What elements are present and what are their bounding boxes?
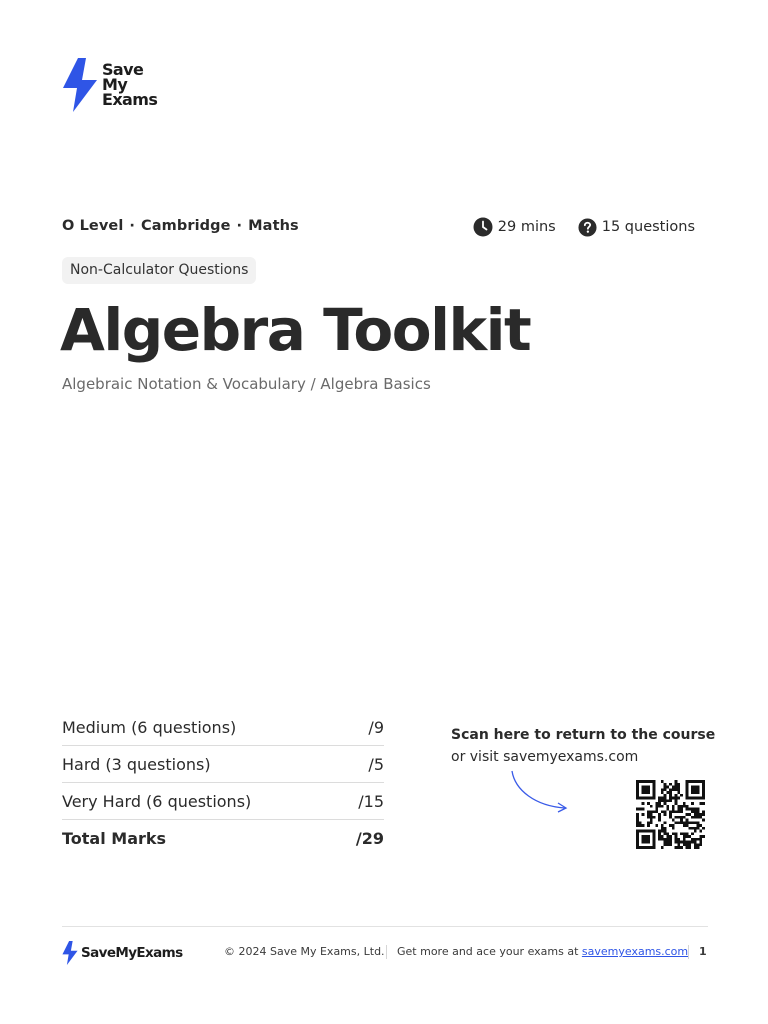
clock-icon [473,217,493,237]
level-label: O Level [62,218,124,234]
marks-row-value: /5 [368,754,384,774]
marks-row [62,746,384,783]
duration-stat [473,217,556,237]
separator-dot: · [129,218,136,234]
marks-row [62,709,384,746]
footer-separator [688,945,689,959]
topic-path: Algebraic Notation & Vocabulary / Algebra Basics [62,375,431,393]
footer-cta-text: Get more and ace your exams at [397,945,579,958]
scan-visit-text: or visit savemyexams.com [451,749,639,765]
marks-table [62,709,384,856]
duration-text: 29 mins [497,219,556,235]
separator-dot: · [236,218,243,234]
scan-heading: Scan here to return to the course [451,727,716,743]
copyright-text: © 2024 Save My Exams, Ltd. [224,945,385,958]
marks-row-label: Medium (6 questions) [62,717,237,737]
marks-row-label: Very Hard (6 questions) [62,791,252,811]
marks-total-row [62,820,384,856]
question-circle-icon [578,218,597,237]
marks-row-value: /15 [358,791,384,811]
exam-stats [473,217,695,237]
footer-wordmark: SaveMyExams [81,945,183,961]
footer-logo[interactable] [62,941,183,965]
page-number: 1 [699,945,707,958]
scan-prompt [451,724,715,768]
footer-divider [62,926,708,927]
page-title: Algebra Toolkit [60,296,531,364]
brand-logo[interactable] [62,58,157,112]
questions-stat [578,218,695,237]
footer-link[interactable]: savemyexams.com [581,945,689,958]
footer-cta [397,945,688,958]
lightning-bolt-icon [62,58,98,112]
questions-text: 15 questions [601,219,695,235]
marks-row [62,783,384,820]
marks-row-label: Hard (3 questions) [62,754,211,774]
total-label: Total Marks [62,828,167,848]
subject-label: Maths [248,218,299,234]
course-breadcrumb [62,218,299,234]
qr-code[interactable] [634,780,707,849]
footer-separator [386,945,387,959]
total-value: /29 [355,828,384,848]
marks-row-value: /9 [368,717,384,737]
lightning-bolt-icon [62,941,78,965]
logo-wordmark: Save My Exams [102,60,158,109]
category-chip: Non-Calculator Questions [62,257,256,284]
curved-arrow-icon [505,768,575,816]
board-label: Cambridge [141,218,231,234]
